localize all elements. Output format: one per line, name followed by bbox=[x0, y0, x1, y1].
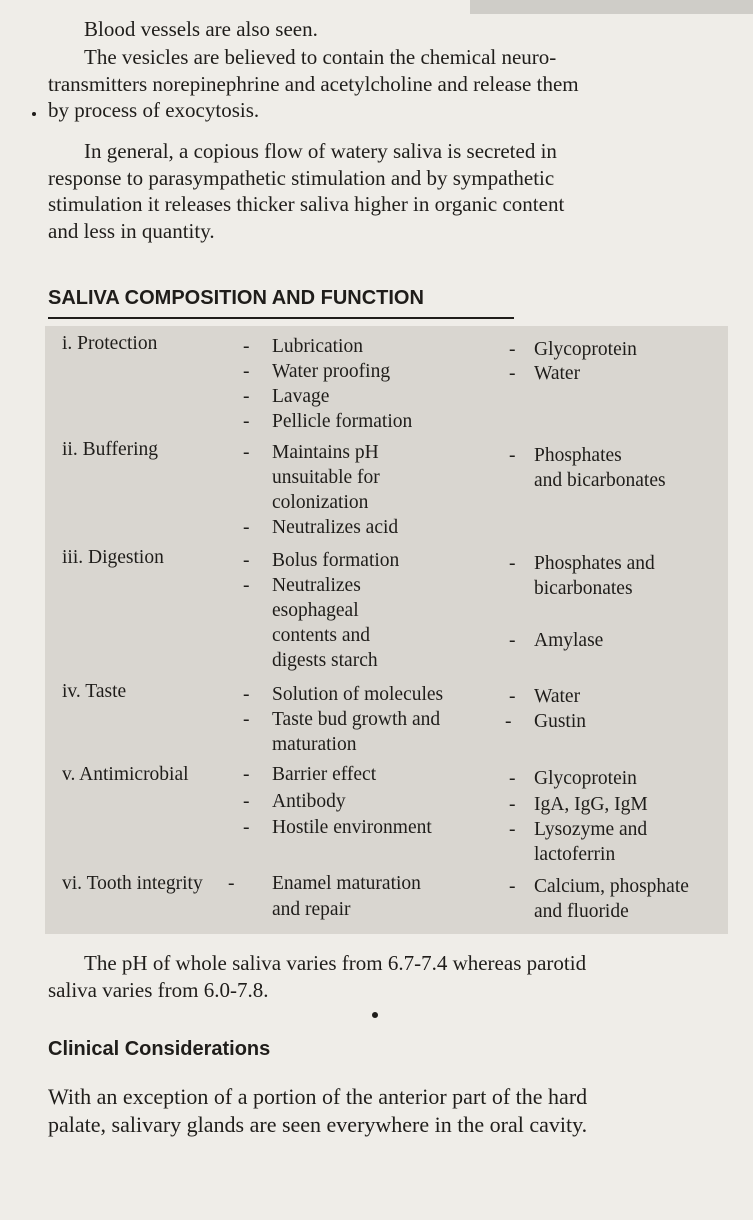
dash: - bbox=[243, 575, 250, 596]
section-heading-clinical: Clinical Considerations bbox=[48, 1038, 271, 1060]
component-item: Water bbox=[534, 363, 581, 384]
component-item: Calcium, phosphate bbox=[534, 876, 689, 897]
function-label: ii. Buffering bbox=[62, 439, 159, 460]
role-item: maturation bbox=[272, 734, 357, 755]
function-label: i. Protection bbox=[62, 333, 158, 354]
intro-p3-line1: In general, a copious flow of watery saliva is secreted in bbox=[84, 139, 557, 163]
role-item: and repair bbox=[272, 899, 351, 920]
intro-paragraph-3 bbox=[48, 138, 722, 244]
role-item: Lubrication bbox=[272, 336, 363, 357]
intro-paragraph-2 bbox=[48, 44, 722, 124]
component-item: Lysozyme and bbox=[534, 819, 648, 840]
dash: - bbox=[243, 684, 250, 705]
dash: - bbox=[509, 794, 516, 815]
intro-p1-text: Blood vessels are also seen. bbox=[84, 17, 318, 41]
ph-paragraph bbox=[48, 950, 722, 1003]
component-item: Gustin bbox=[534, 711, 587, 732]
function-label: vi. Tooth integrity bbox=[62, 873, 203, 894]
dash: - bbox=[509, 339, 516, 360]
intro-p3-line4: and less in quantity. bbox=[48, 218, 215, 243]
component-item: IgA, IgG, IgM bbox=[534, 794, 648, 815]
role-item: Barrier effect bbox=[272, 764, 377, 785]
dash: - bbox=[509, 363, 516, 384]
dash: - bbox=[243, 517, 250, 538]
dash: - bbox=[243, 411, 250, 432]
dash: - bbox=[243, 386, 250, 407]
role-item: Hostile environment bbox=[272, 817, 432, 838]
role-item: contents and bbox=[272, 625, 371, 646]
role-item: Solution of molecules bbox=[272, 684, 444, 705]
role-item: Neutralizes acid bbox=[272, 517, 399, 538]
role-item: digests starch bbox=[272, 650, 378, 671]
heading-underline bbox=[48, 317, 514, 319]
role-item: Antibody bbox=[272, 791, 346, 812]
dash: - bbox=[509, 768, 516, 789]
intro-p2-line1: The vesicles are believed to contain the chemical neuro- bbox=[84, 45, 557, 69]
dash: - bbox=[509, 876, 516, 897]
dash: - bbox=[243, 361, 250, 382]
margin-mark bbox=[32, 112, 36, 116]
dash: - bbox=[509, 686, 516, 707]
dash: - bbox=[505, 711, 512, 732]
role-item: Bolus formation bbox=[272, 550, 400, 571]
dash: - bbox=[243, 791, 250, 812]
dash: - bbox=[509, 819, 516, 840]
dash: - bbox=[243, 764, 250, 785]
dash: - bbox=[509, 630, 516, 651]
stray-mark bbox=[372, 1012, 378, 1018]
dash: - bbox=[243, 336, 250, 357]
component-item: Phosphates and bbox=[534, 553, 655, 574]
clinical-line1: With an exception of a portion of the anterior part of the hard bbox=[48, 1084, 588, 1109]
component-item: Amylase bbox=[534, 630, 604, 651]
dash: - bbox=[509, 445, 516, 466]
dash: - bbox=[243, 709, 250, 730]
intro-p3-line3: stimulation it releases thicker saliva higher in organic content bbox=[48, 192, 565, 216]
ph-line1: The pH of whole saliva varies from 6.7-7.4 whereas parotid bbox=[84, 951, 587, 975]
component-item: Water bbox=[534, 686, 581, 707]
ph-line2: saliva varies from 6.0-7.8. bbox=[48, 977, 269, 1002]
role-item: Taste bud growth and bbox=[272, 709, 441, 730]
component-item: Phosphates bbox=[534, 445, 622, 466]
component-item: bicarbonates bbox=[534, 578, 633, 599]
intro-p3-line2: response to parasympathetic stimulation and by sympathetic bbox=[48, 165, 555, 190]
dash: - bbox=[509, 553, 516, 574]
role-item: unsuitable for bbox=[272, 467, 380, 488]
component-item: lactoferrin bbox=[534, 844, 616, 865]
role-item: Maintains pH bbox=[272, 442, 379, 463]
dash: - bbox=[243, 817, 250, 838]
clinical-paragraph bbox=[48, 1083, 722, 1139]
role-item: colonization bbox=[272, 492, 369, 513]
section-heading-saliva: SALIVA COMPOSITION AND FUNCTION bbox=[48, 287, 424, 309]
function-label: iv. Taste bbox=[62, 681, 127, 702]
component-item: Glycoprotein bbox=[534, 339, 637, 360]
role-item: Pellicle formation bbox=[272, 411, 413, 432]
intro-p2-line3: by process of exocytosis. bbox=[48, 98, 260, 122]
component-item: and fluoride bbox=[534, 901, 629, 922]
intro-paragraph-1 bbox=[48, 16, 722, 43]
dash: - bbox=[243, 442, 250, 463]
clinical-line2: palate, salivary glands are seen everywhere in the oral cavity. bbox=[48, 1112, 588, 1137]
role-item: esophageal bbox=[272, 600, 359, 621]
function-label: v. Antimicrobial bbox=[62, 764, 189, 785]
component-item: Glycoprotein bbox=[534, 768, 637, 789]
component-item: and bicarbonates bbox=[534, 470, 666, 491]
role-item: Enamel maturation bbox=[272, 873, 421, 894]
dash: - bbox=[228, 873, 235, 894]
page-top-edge bbox=[470, 0, 753, 14]
function-label: iii. Digestion bbox=[62, 547, 164, 568]
role-item: Water proofing bbox=[272, 361, 391, 382]
dash: - bbox=[243, 550, 250, 571]
role-item: Lavage bbox=[272, 386, 330, 407]
intro-p2-line2: transmitters norepinephrine and acetylcholine and release them bbox=[48, 71, 579, 96]
role-item: Neutralizes bbox=[272, 575, 361, 596]
